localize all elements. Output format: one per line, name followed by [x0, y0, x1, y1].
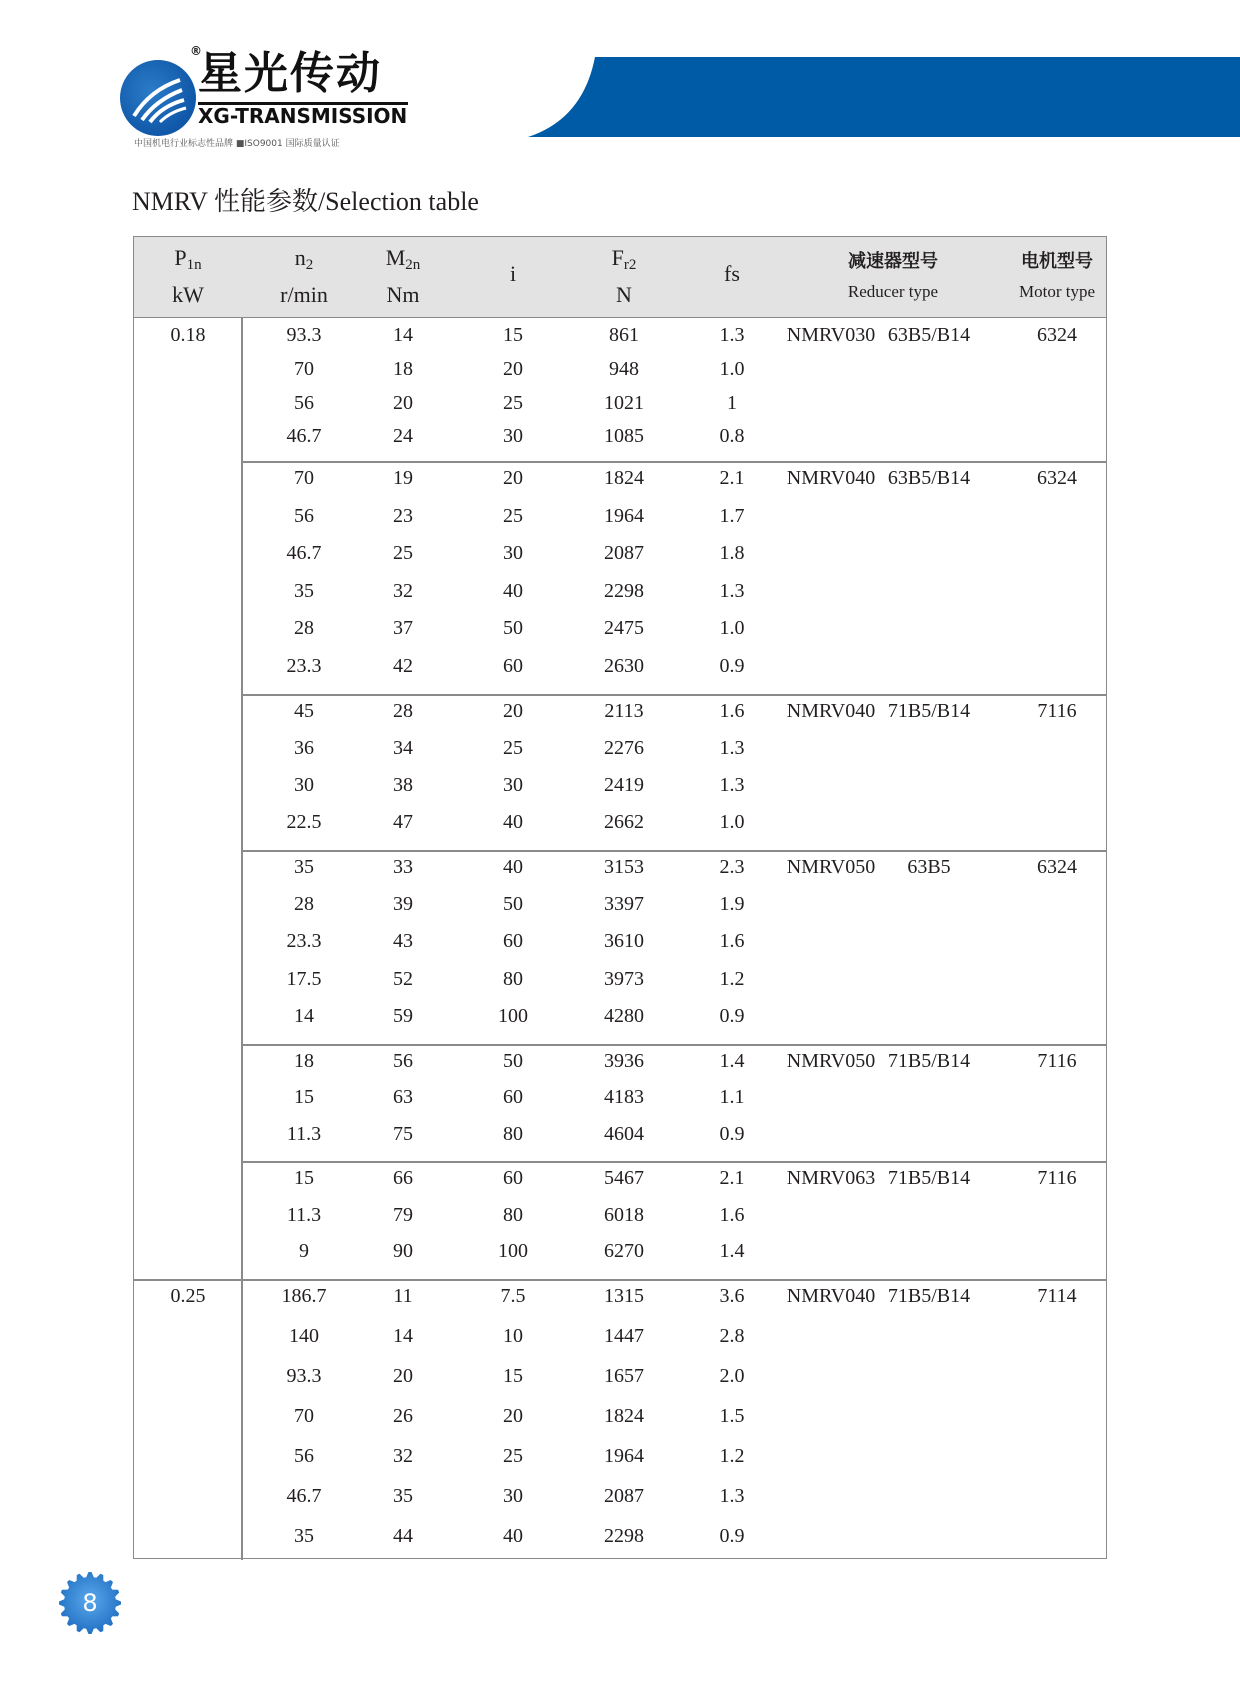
cell-n2: 93.3	[286, 1365, 322, 1387]
header-motor-type: 电机型号 Motor type	[1018, 251, 1096, 301]
cell-i: 30	[503, 542, 523, 564]
cell-motor-type: 7116	[1037, 1050, 1077, 1072]
logo-swoosh-icon	[120, 60, 196, 136]
cell-n2: 9	[299, 1240, 309, 1263]
cell-fr2: 4604	[604, 1122, 644, 1145]
group-divider	[241, 850, 1106, 852]
cell-motor-type: 6324	[1037, 324, 1077, 346]
cell-m2n: 26	[393, 1405, 413, 1427]
registered-mark: ®	[190, 44, 202, 58]
cell-fs: 0.8	[719, 425, 745, 448]
cell-n2: 28	[294, 617, 314, 639]
cell-fs: 1.3	[719, 737, 745, 759]
cell-reducer-flange: 71B5/B14	[887, 1050, 971, 1072]
cell-i: 20	[503, 467, 523, 489]
group-divider	[241, 1161, 1106, 1163]
cell-m2n: 25	[393, 542, 413, 564]
cell-m2n: 28	[393, 700, 413, 722]
cell-fs: 2.1	[719, 1167, 745, 1189]
cell-i: 100	[498, 1004, 528, 1027]
cell-n2: 56	[294, 504, 314, 527]
cell-i: 100	[498, 1240, 528, 1263]
cell-i: 25	[503, 737, 523, 759]
logo-chinese-name: 星光传动	[198, 48, 382, 99]
cell-m2n: 43	[393, 930, 413, 953]
group-divider	[241, 694, 1106, 696]
cell-fs: 0.9	[719, 1122, 745, 1145]
cell-fs: 2.8	[719, 1325, 745, 1347]
cell-fs: 1.3	[719, 324, 745, 346]
cell-motor-type: 7114	[1037, 1285, 1077, 1307]
cell-fr2: 1021	[604, 391, 644, 414]
cell-i: 40	[503, 856, 523, 878]
cell-motor-type: 6324	[1037, 467, 1077, 489]
cell-fr2: 1085	[604, 425, 644, 448]
cell-fr2: 3936	[604, 1050, 644, 1072]
column-divider	[241, 318, 243, 1560]
cell-fr2: 6270	[604, 1240, 644, 1263]
cell-m2n: 79	[393, 1203, 413, 1226]
cell-n2: 15	[294, 1167, 314, 1189]
cell-motor-type: 6324	[1037, 856, 1077, 878]
cell-fs: 0.9	[719, 1004, 745, 1027]
cell-m2n: 90	[393, 1240, 413, 1263]
cell-i: 50	[503, 893, 523, 916]
cell-fr2: 1447	[604, 1325, 644, 1347]
cell-fr2: 948	[609, 357, 639, 380]
cell-fs: 2.0	[719, 1365, 745, 1387]
cell-fs: 1.4	[719, 1050, 745, 1072]
cell-i: 30	[503, 425, 523, 448]
cell-n2: 35	[294, 856, 314, 878]
page-number: 8	[82, 1589, 98, 1617]
cell-i: 60	[503, 1086, 523, 1109]
logo-english-name: XG-TRANSMISSION	[198, 104, 408, 128]
cell-i: 80	[503, 967, 523, 990]
header-m2n: $M_{2n}$ Nm	[385, 245, 421, 307]
cell-p1n: 0.18	[170, 324, 206, 346]
cell-n2: 30	[294, 774, 314, 796]
cell-n2: 70	[294, 357, 314, 380]
cell-fr2: 1657	[604, 1365, 644, 1387]
cell-fr2: 3610	[604, 930, 644, 953]
cell-fr2: 4183	[604, 1086, 644, 1109]
cell-i: 60	[503, 930, 523, 953]
cell-n2: 186.7	[281, 1285, 327, 1307]
cell-i: 50	[503, 1050, 523, 1072]
cell-n2: 36	[294, 737, 314, 759]
cell-m2n: 32	[393, 579, 413, 602]
cell-m2n: 75	[393, 1122, 413, 1145]
cell-fr2: 1964	[604, 1445, 644, 1467]
cell-m2n: 44	[393, 1525, 413, 1547]
header-fr2: $F_{r2}$ N	[611, 245, 637, 307]
cell-reducer-model: NMRV040	[786, 700, 876, 722]
cell-fr2: 3153	[604, 856, 644, 878]
cell-n2: 11.3	[286, 1203, 322, 1226]
cell-p1n: 0.25	[170, 1285, 206, 1307]
cell-i: 40	[503, 579, 523, 602]
cell-i: 60	[503, 1167, 523, 1189]
cell-m2n: 34	[393, 737, 413, 759]
cell-fs: 2.3	[719, 856, 745, 878]
cell-fr2: 2662	[604, 811, 644, 833]
logo-tagline: 中国机电行业标志性品牌 ■ISO9001 国际质量认证	[134, 139, 340, 149]
cell-n2: 56	[294, 391, 314, 414]
cell-fr2: 1824	[604, 467, 644, 489]
cell-m2n: 66	[393, 1167, 413, 1189]
header-banner	[528, 57, 1240, 137]
cell-n2: 45	[294, 700, 314, 722]
cell-m2n: 52	[393, 967, 413, 990]
cell-i: 30	[503, 774, 523, 796]
cell-fs: 1.2	[719, 1445, 745, 1467]
cell-motor-type: 7116	[1037, 700, 1077, 722]
cell-m2n: 14	[393, 324, 413, 346]
cell-n2: 46.7	[286, 1485, 322, 1507]
cell-fs: 1.5	[719, 1405, 745, 1427]
cell-fr2: 3397	[604, 893, 644, 916]
cell-fs: 3.6	[719, 1285, 745, 1307]
cell-i: 80	[503, 1203, 523, 1226]
cell-n2: 56	[294, 1445, 314, 1467]
company-logo	[118, 44, 418, 154]
cell-m2n: 33	[393, 856, 413, 878]
cell-fs: 1.7	[719, 504, 745, 527]
cell-i: 20	[503, 700, 523, 722]
cell-fr2: 3973	[604, 967, 644, 990]
header-i: i	[509, 261, 517, 286]
cell-m2n: 24	[393, 425, 413, 448]
cell-reducer-flange: 71B5/B14	[887, 700, 971, 722]
cell-n2: 22.5	[286, 811, 322, 833]
page-title: NMRV 性能参数/Selection table	[132, 187, 479, 216]
cell-i: 15	[503, 324, 523, 346]
selection-table	[133, 236, 1107, 1559]
cell-reducer-model: NMRV063	[786, 1167, 876, 1189]
cell-n2: 18	[294, 1050, 314, 1072]
cell-fs: 1.0	[719, 617, 745, 639]
cell-m2n: 56	[393, 1050, 413, 1072]
cell-i: 25	[503, 1445, 523, 1467]
group-divider	[241, 461, 1106, 463]
cell-n2: 15	[294, 1086, 314, 1109]
cell-fs: 1.2	[719, 967, 745, 990]
cell-n2: 70	[294, 467, 314, 489]
cell-fs: 1.6	[719, 930, 745, 953]
cell-m2n: 47	[393, 811, 413, 833]
cell-fs: 1.3	[719, 774, 745, 796]
cell-reducer-model: NMRV030	[786, 324, 876, 346]
cell-fs: 1.4	[719, 1240, 745, 1263]
header-reducer-type: 减速器型号 Reducer type	[847, 251, 939, 301]
cell-n2: 28	[294, 893, 314, 916]
cell-n2: 46.7	[286, 425, 322, 448]
cell-fs: 1.9	[719, 893, 745, 916]
cell-m2n: 20	[393, 1365, 413, 1387]
cell-reducer-flange: 63B5/B14	[887, 467, 971, 489]
cell-reducer-model: NMRV050	[786, 856, 876, 878]
cell-fr2: 2475	[604, 617, 644, 639]
cell-m2n: 37	[393, 617, 413, 639]
cell-m2n: 42	[393, 654, 413, 677]
cell-fs: 1.8	[719, 542, 745, 564]
cell-reducer-model: NMRV050	[786, 1050, 876, 1072]
cell-fr2: 2087	[604, 542, 644, 564]
cell-fs: 1.0	[719, 357, 745, 380]
cell-fs: 1.1	[719, 1086, 745, 1109]
cell-fs: 1.0	[719, 811, 745, 833]
cell-i: 60	[503, 654, 523, 677]
cell-m2n: 39	[393, 893, 413, 916]
cell-fr2: 4280	[604, 1004, 644, 1027]
table-header	[134, 237, 1106, 318]
cell-reducer-flange: 63B5	[907, 856, 951, 878]
cell-i: 40	[503, 1525, 523, 1547]
cell-reducer-model: NMRV040	[786, 1285, 876, 1307]
cell-n2: 11.3	[286, 1122, 322, 1145]
cell-n2: 35	[294, 1525, 314, 1547]
header-n2: $n_2$ r/min	[280, 245, 328, 307]
cell-i: 40	[503, 811, 523, 833]
cell-m2n: 32	[393, 1445, 413, 1467]
cell-fs: 1.6	[719, 1203, 745, 1226]
group-divider	[134, 1279, 1106, 1281]
cell-m2n: 14	[393, 1325, 413, 1347]
cell-fs: 2.1	[719, 467, 745, 489]
cell-m2n: 63	[393, 1086, 413, 1109]
cell-fs: 0.9	[719, 654, 745, 677]
header-fs: fs	[724, 261, 740, 286]
cell-reducer-model: NMRV040	[786, 467, 876, 489]
cell-n2: 35	[294, 579, 314, 602]
cell-m2n: 35	[393, 1485, 413, 1507]
cell-reducer-flange: 63B5/B14	[887, 324, 971, 346]
cell-i: 80	[503, 1122, 523, 1145]
cell-n2: 17.5	[286, 967, 322, 990]
cell-reducer-flange: 71B5/B14	[887, 1167, 971, 1189]
cell-fr2: 861	[609, 324, 639, 346]
cell-m2n: 11	[393, 1285, 413, 1307]
cell-fr2: 1315	[604, 1285, 644, 1307]
cell-m2n: 38	[393, 774, 413, 796]
cell-m2n: 19	[393, 467, 413, 489]
group-divider	[241, 1044, 1106, 1046]
cell-fr2: 2276	[604, 737, 644, 759]
cell-i: 30	[503, 1485, 523, 1507]
cell-fr2: 5467	[604, 1167, 644, 1189]
cell-fs: 1.3	[719, 579, 745, 602]
cell-m2n: 59	[393, 1004, 413, 1027]
cell-i: 20	[503, 357, 523, 380]
cell-fr2: 2419	[604, 774, 644, 796]
cell-n2: 70	[294, 1405, 314, 1427]
cell-fr2: 6018	[604, 1203, 644, 1226]
cell-reducer-flange: 71B5/B14	[887, 1285, 971, 1307]
cell-fs: 1	[727, 391, 737, 414]
cell-n2: 93.3	[286, 324, 322, 346]
cell-fs: 1.6	[719, 700, 745, 722]
cell-fr2: 2113	[604, 700, 644, 722]
cell-n2: 14	[294, 1004, 314, 1027]
cell-i: 10	[503, 1325, 523, 1347]
cell-fr2: 2298	[604, 1525, 644, 1547]
cell-i: 7.5	[500, 1285, 526, 1307]
cell-m2n: 18	[393, 357, 413, 380]
cell-fr2: 1824	[604, 1405, 644, 1427]
cell-n2: 140	[289, 1325, 319, 1347]
cell-i: 15	[503, 1365, 523, 1387]
cell-n2: 23.3	[286, 654, 322, 677]
cell-m2n: 20	[393, 391, 413, 414]
cell-fs: 1.3	[719, 1485, 745, 1507]
header-p1n: $P_{1n}$ kW	[172, 245, 204, 307]
cell-n2: 23.3	[286, 930, 322, 953]
cell-motor-type: 7116	[1037, 1167, 1077, 1189]
cell-i: 20	[503, 1405, 523, 1427]
cell-fs: 0.9	[719, 1525, 745, 1547]
cell-fr2: 2298	[604, 579, 644, 602]
cell-fr2: 2087	[604, 1485, 644, 1507]
cell-i: 25	[503, 391, 523, 414]
cell-m2n: 23	[393, 504, 413, 527]
cell-i: 50	[503, 617, 523, 639]
cell-n2: 46.7	[286, 542, 322, 564]
page-number-badge	[58, 1571, 122, 1635]
cell-i: 25	[503, 504, 523, 527]
cell-fr2: 1964	[604, 504, 644, 527]
cell-fr2: 2630	[604, 654, 644, 677]
